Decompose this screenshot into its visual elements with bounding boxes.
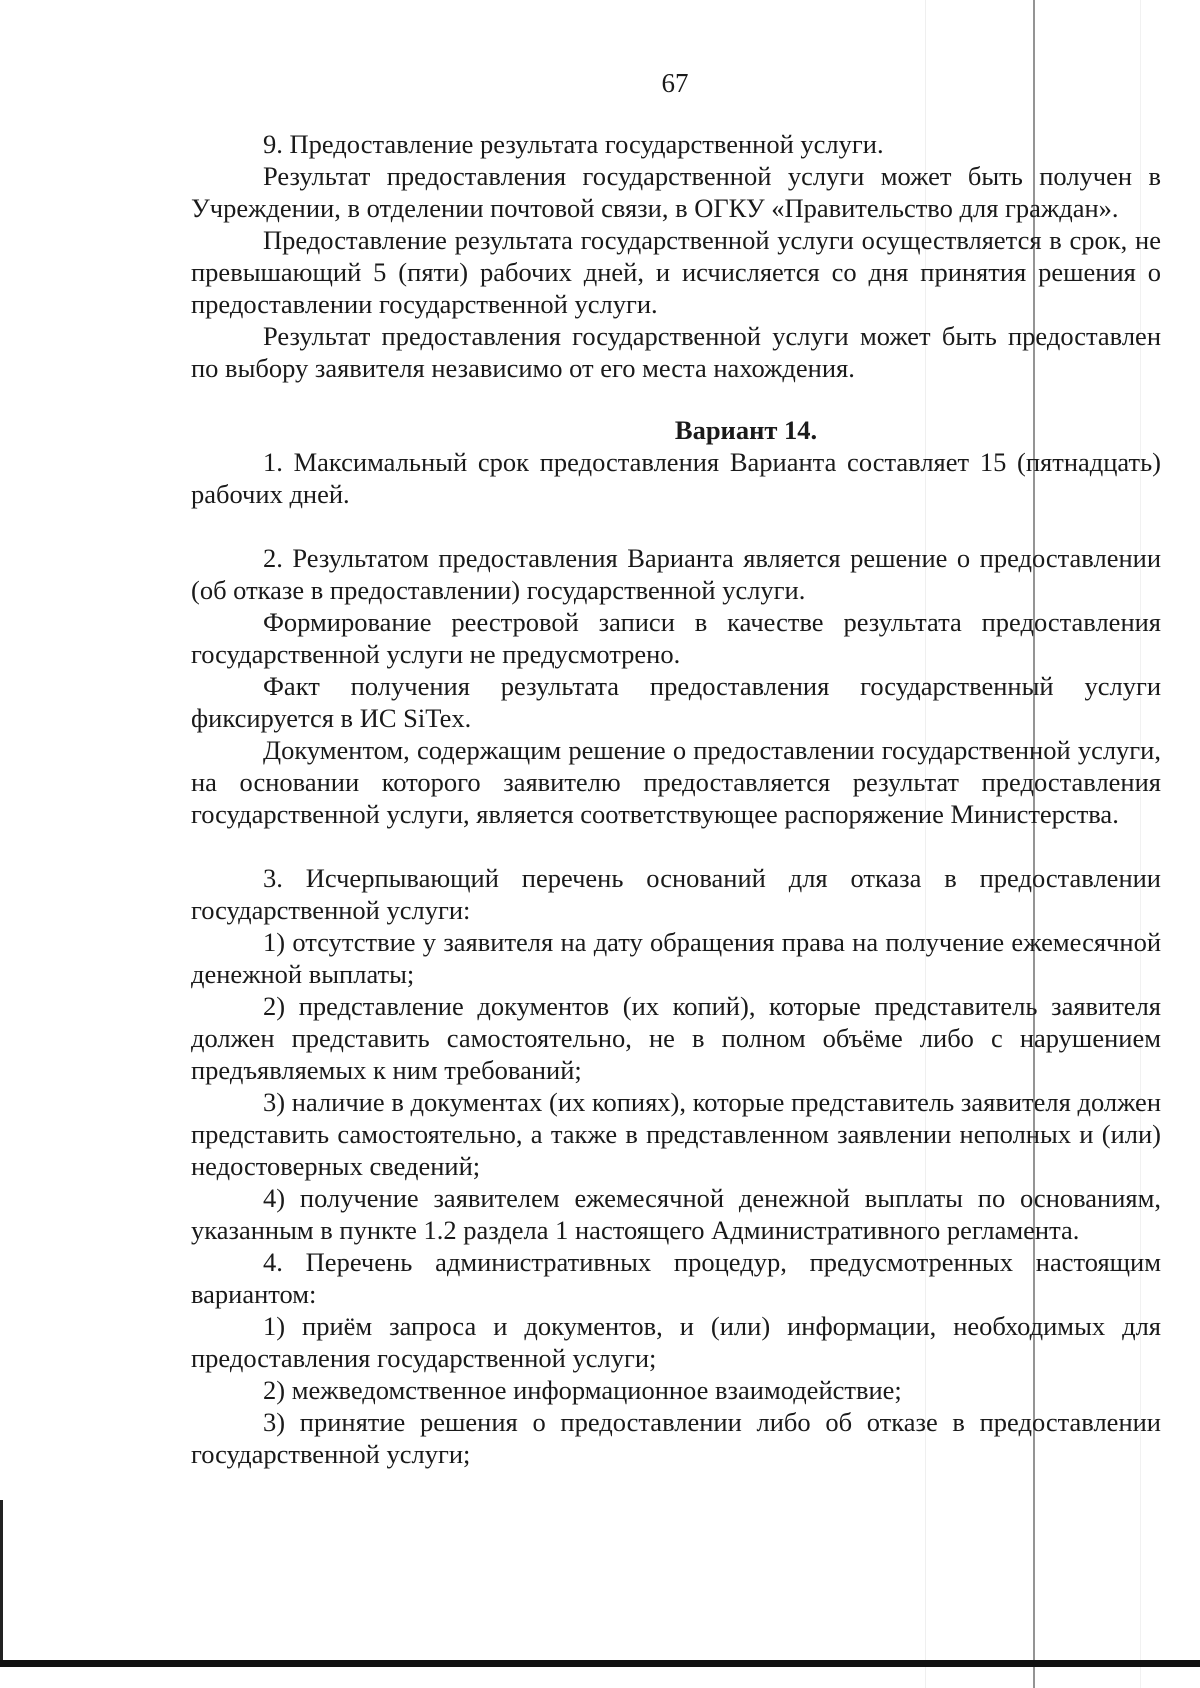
variant-item-2: 2. Результатом предоставления Варианта является решение о предоставлении (об отказе в предоставлении) государственной услуги. [191,543,1161,605]
variant-item-3: 3. Исчерпывающий перечень оснований для отказа в предоставлении государственной услуги: [191,863,1161,925]
section-9-title: 9. Предоставление результата государственной услуги. [263,129,884,159]
procedure-item: 3) принятие решения о предоставлении либо об отказе в предоставлении государственной услуги; [191,1407,1161,1469]
document-body [191,128,1161,1470]
registry-paragraph: Формирование реестровой записи в качестве результата предоставления государственной услуги не предусмотрено. [191,607,1161,669]
fact-paragraph: Факт получения результата предоставления государственный услуги фиксируется в ИС SiTex. [191,671,1161,733]
refusal-ground: 2) представление документов (их копий), которые представитель заявителя должен представить самостоятельно, не в полном объёме либо с нарушением предъявляемых к ним требований; [191,991,1161,1085]
procedure-item: 1) приём запроса и документов, и (или) информации, необходимых для предоставления государственной услуги; [191,1311,1161,1373]
variant-heading: Вариант 14. [674,415,818,445]
section-9-paragraph: Результат предоставления государственной услуги может быть получен в Учреждении, в отделении почтовой связи, в ОГКУ «Правительство для граждан». [191,161,1161,223]
scan-edge [0,1660,1200,1667]
variant-item-1: 1. Максимальный срок предоставления Варианта составляет 15 (пятнадцать) рабочих дней. [191,447,1161,509]
variant-item-4: 4. Перечень административных процедур, предусмотренных настоящим вариантом: [191,1247,1161,1309]
section-9-paragraph: Результат предоставления государственной услуги может быть предоставлен по выбору заявителя независимо от его места нахождения. [191,321,1161,383]
document-paragraph: Документом, содержащим решение о предоставлении государственной услуги, на основании которого заявителю предоставляется результат предоставления государственной услуги, является соответствующее распоряжение Министерства. [191,735,1161,829]
refusal-ground: 3) наличие в документах (их копиях), которые представитель заявителя должен представить самостоятельно, а также в представленном заявлении неполных и (или) недостоверных сведений; [191,1087,1161,1181]
procedure-item: 2) межведомственное информационное взаимодействие; [263,1375,902,1405]
section-9-paragraph: Предоставление результата государственной услуги осуществляется в срок, не превышающий 5 (пяти) рабочих дней, и исчисляется со дня принятия решения о предоставлении государственной услуги. [191,225,1161,319]
scan-edge [0,1500,3,1667]
refusal-ground: 1) отсутствие у заявителя на дату обращения права на получение ежемесячной денежной выплаты; [191,927,1161,989]
page-number: 67 [661,68,689,98]
refusal-ground: 4) получение заявителем ежемесячной денежной выплаты по основаниям, указанным в пункте 1.2 раздела 1 настоящего Административного регламента. [191,1183,1161,1245]
